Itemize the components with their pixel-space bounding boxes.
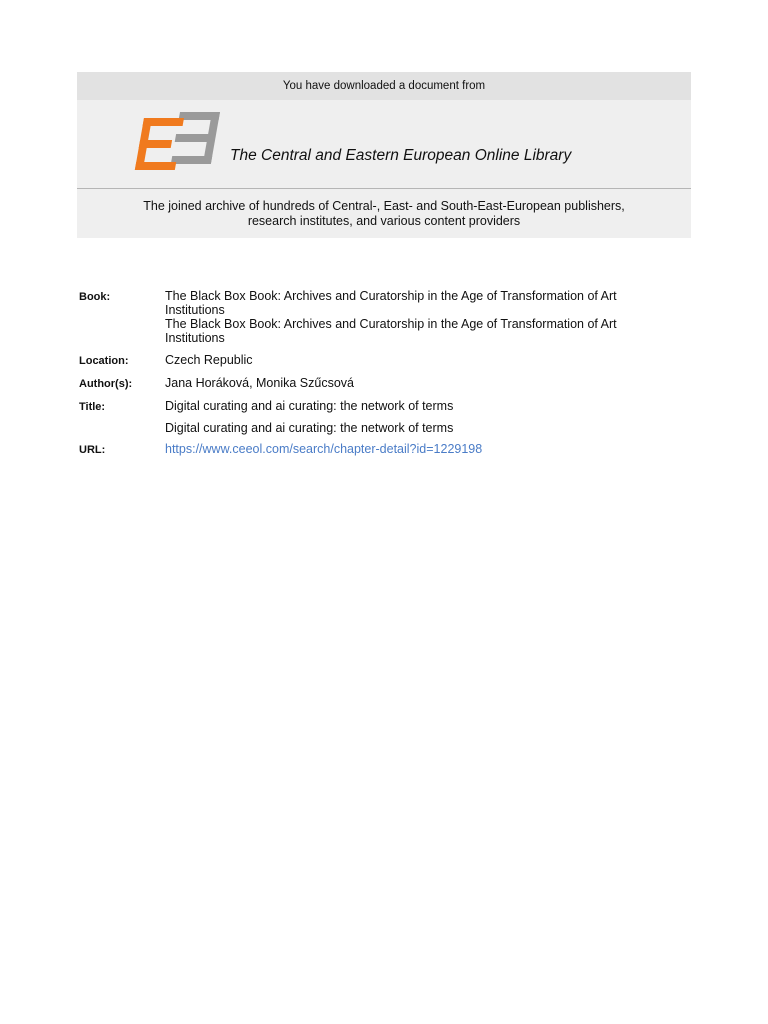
banner-tagline	[77, 189, 691, 229]
title-value-line: Digital curating and ai curating: the network of terms	[165, 421, 454, 435]
book-value-line: The Black Box Book: Archives and Curatorship in the Age of Transformation of Art	[165, 289, 617, 303]
book-value	[165, 289, 659, 353]
library-name: The Central and Eastern European Online Library	[230, 147, 572, 164]
ceeol-logo-icon	[130, 112, 222, 172]
location-label: Location:	[79, 355, 129, 367]
location-value: Czech Republic	[165, 353, 253, 367]
url-label: URL:	[79, 444, 106, 456]
ceeol-banner	[77, 72, 691, 238]
title-gap	[165, 413, 659, 421]
authors-value: Jana Horáková, Monika Szűcsová	[165, 376, 354, 390]
tagline-line-1: The joined archive of hundreds of Central-, East- and South-East-European publishers,	[143, 199, 625, 213]
authors-row	[79, 376, 659, 399]
title-row	[79, 399, 659, 442]
url-row	[79, 442, 659, 460]
tagline-line-2: research institutes, and various content providers	[247, 214, 521, 228]
download-notice: You have downloaded a document from	[77, 72, 691, 100]
title-label: Title:	[79, 401, 106, 413]
book-value-line: Institutions	[165, 303, 225, 317]
location-row	[79, 353, 659, 376]
chapter-url-link[interactable]: https://www.ceeol.com/search/chapter-detail?id=1229198	[165, 442, 483, 456]
book-row	[79, 289, 659, 353]
title-value	[165, 399, 659, 442]
logo-row	[77, 100, 691, 189]
url-value	[165, 442, 659, 460]
title-value-line: Digital curating and ai curating: the network of terms	[165, 399, 454, 413]
book-label: Book:	[79, 291, 111, 303]
authors-label: Author(s):	[79, 378, 133, 390]
document-metadata	[79, 289, 659, 460]
book-value-line: Institutions	[165, 331, 225, 345]
book-value-line: The Black Box Book: Archives and Curatorship in the Age of Transformation of Art	[165, 317, 617, 331]
